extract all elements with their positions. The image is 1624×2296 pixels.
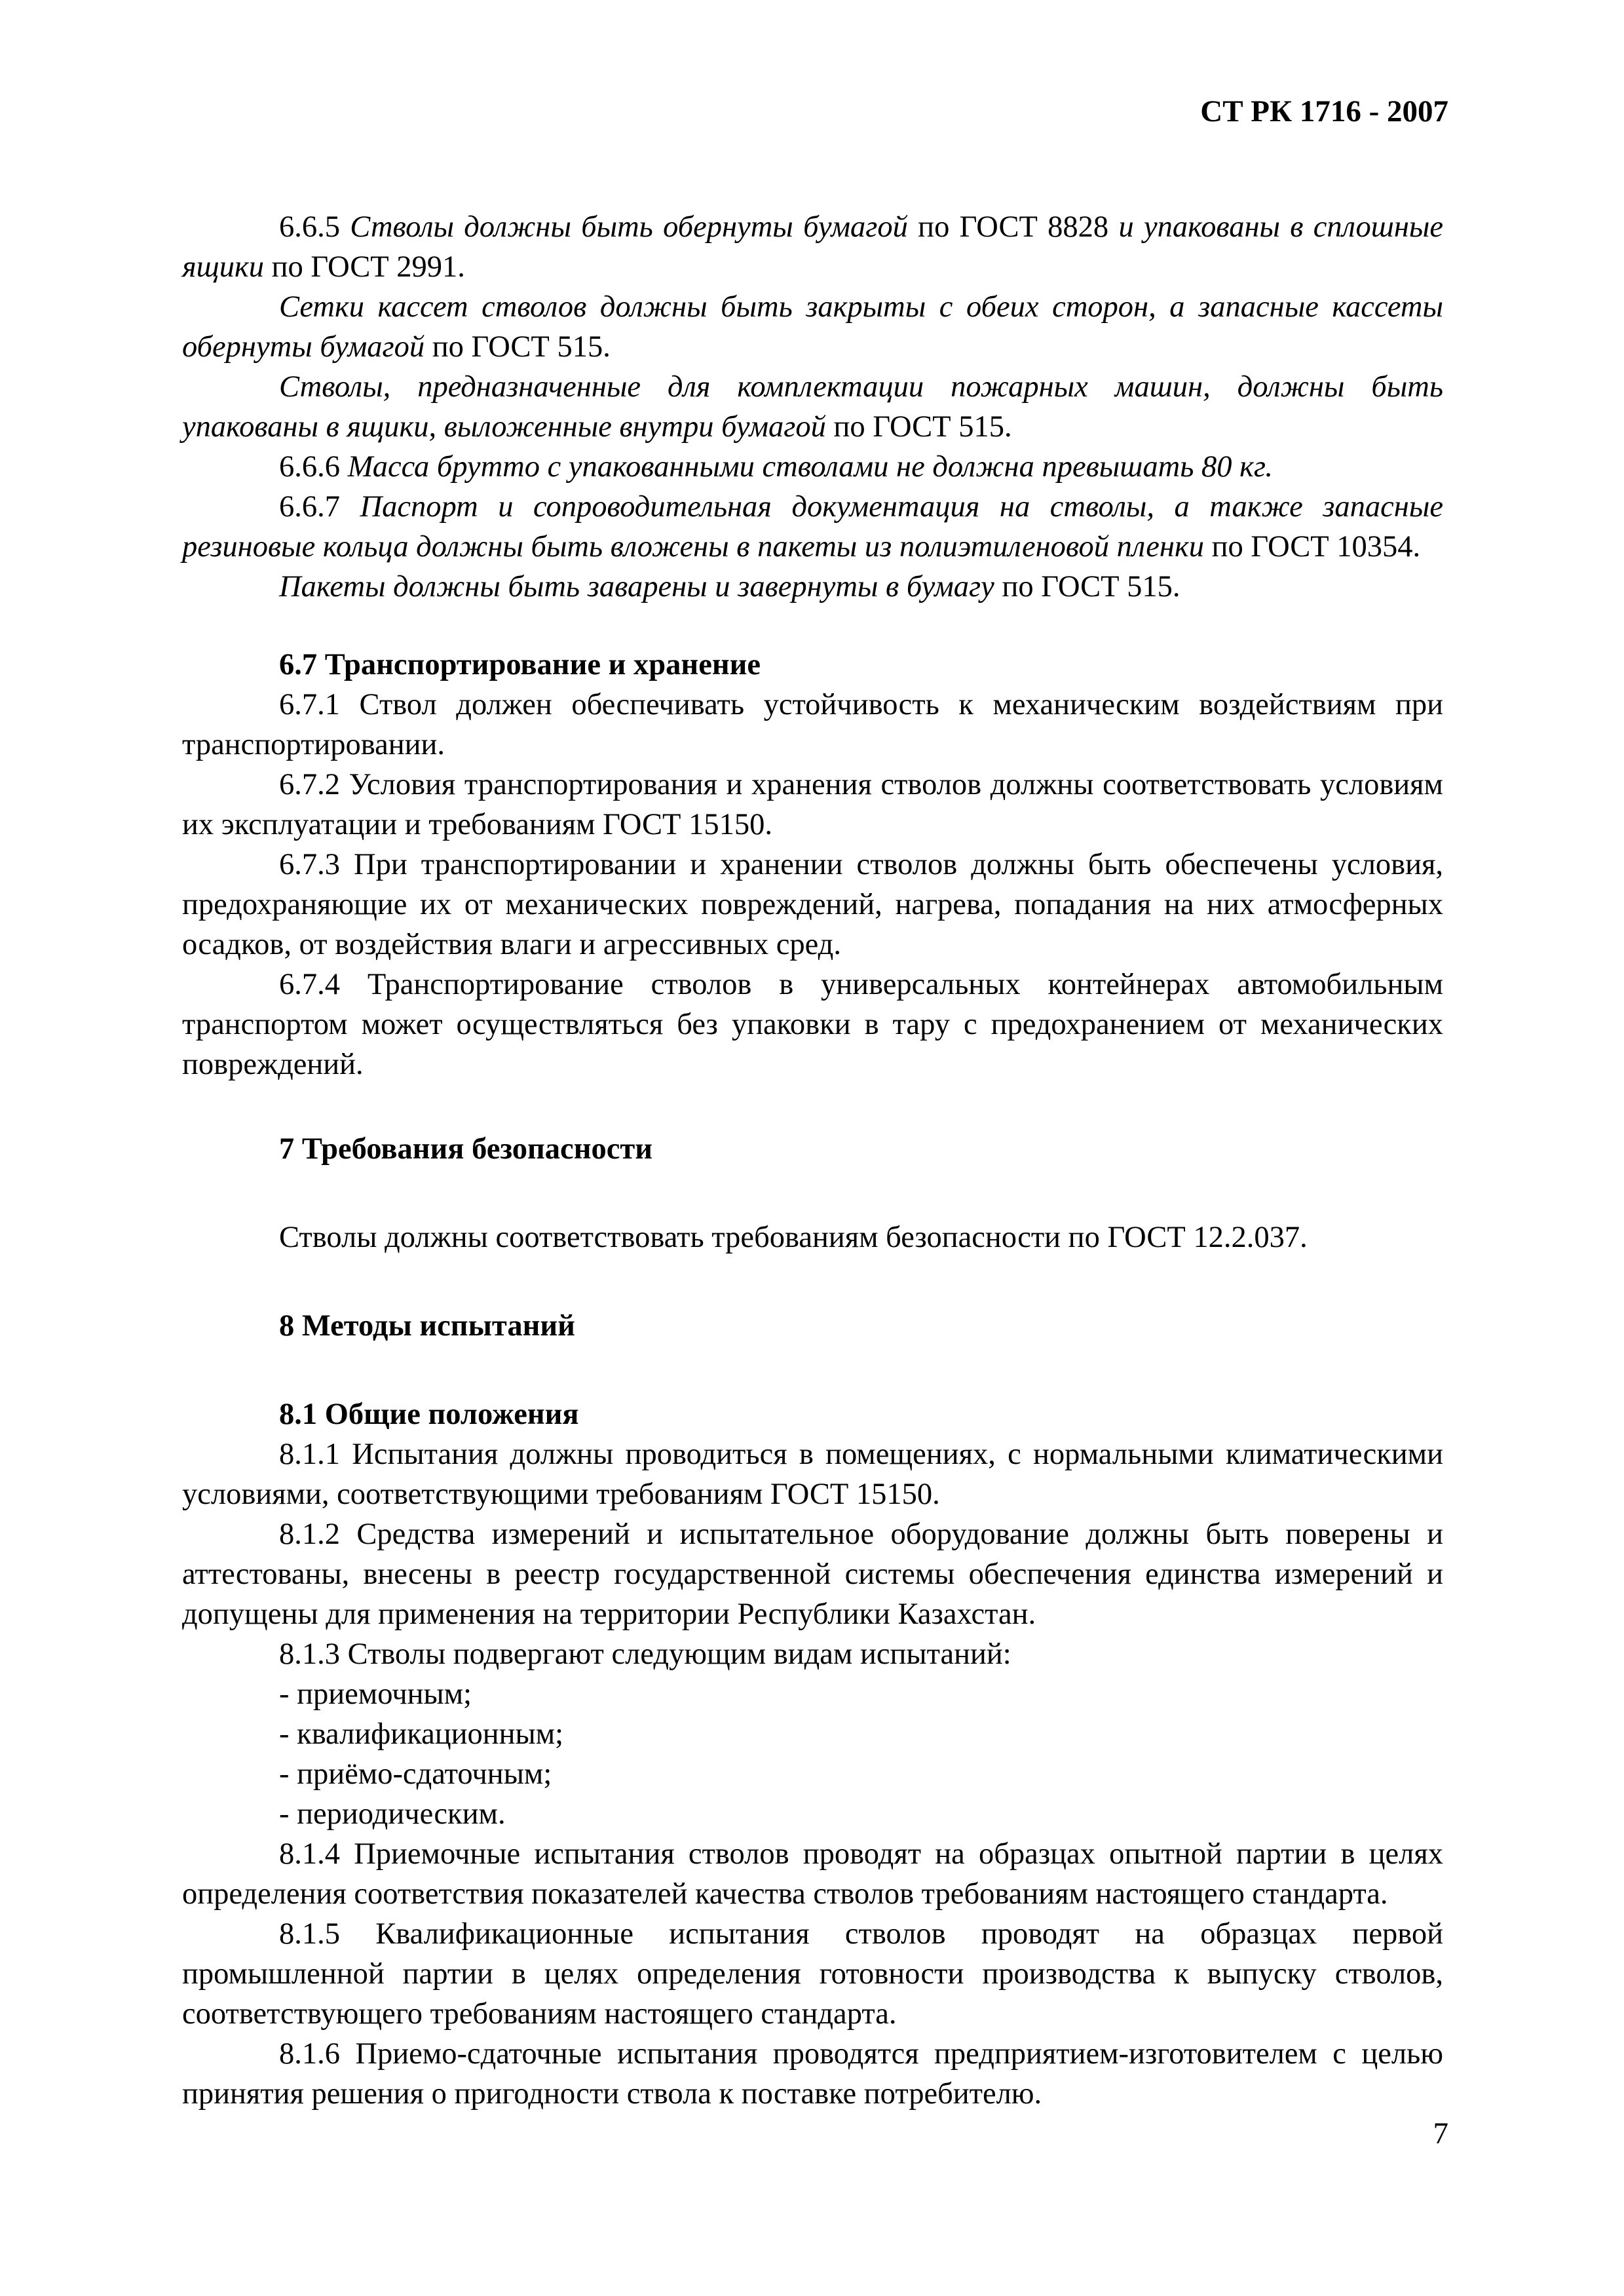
paragraph-8-1-4: 8.1.4 Приемочные испытания стволов проводят на образцах опытной партии в целях определения соответствия показателей качества стволов требованиям настоящего стандарта.	[182, 1837, 1443, 1911]
italic-text: Паспорт и сопроводительная документация на стволы, а также запасные резиновые кольца должны быть вложены в пакеты из полиэтиленовой пленки	[182, 490, 1443, 564]
paragraph-6-7-2: 6.7.2 Условия транспортирования и хранения стволов должны соответствовать условиям их эксплуатации и требованиям ГОСТ 15150.	[182, 768, 1443, 841]
paragraph-7-safety: Стволы должны соответствовать требованиям безопасности по ГОСТ 12.2.037.	[279, 1221, 1308, 1254]
page-content	[182, 207, 1443, 2114]
italic-text: Сетки кассет стволов должны быть закрыты с обеих сторон, а запасные кассеты обернуты бумагой	[182, 290, 1443, 364]
list-item: - приемочным;	[279, 1677, 472, 1711]
section-heading-8: 8 Методы испытаний	[279, 1309, 575, 1343]
list-item: - периодическим.	[279, 1797, 506, 1831]
paragraph-8-1-1: 8.1.1 Испытания должны проводиться в помещениях, с нормальными климатическими условиями, соответствующими требованиям ГОСТ 15150.	[182, 1438, 1443, 1511]
clause-number: 6.6.5	[279, 210, 350, 244]
paragraph-6-6-7-packages	[182, 567, 1443, 607]
clause-number: 6.6.6	[279, 450, 348, 484]
paragraph-6-7-1: 6.7.1 Ствол должен обеспечивать устойчивость к механическим воздействиям при транспортировании.	[182, 688, 1443, 761]
plain-text: по ГОСТ 515.	[425, 330, 611, 364]
italic-text: Стволы должны быть обернуты бумагой	[350, 210, 908, 244]
plain-text: по ГОСТ 515.	[825, 410, 1012, 444]
paragraph-8-1-6: 8.1.6 Приемо-сдаточные испытания проводятся предприятием-изготовителем с целью принятия решения о пригодности ствола к поставке потребителю.	[182, 2037, 1443, 2111]
italic-text: Масса брутто с упакованными стволами не должна превышать 80 кг.	[347, 450, 1274, 484]
section-heading-6-7: 6.7 Транспортирование и хранение	[279, 648, 761, 681]
paragraph-6-7-3: 6.7.3 При транспортировании и хранении стволов должны быть обеспечены условия, предохраняющие их от механических повреждений, нагрева, попадания на них атмосферных осадков, от воздействия влаги и агрессивных сред.	[182, 848, 1443, 961]
italic-text: Стволы, предназначенные для комплектации пожарных машин, должны быть упакованы в ящики, выложенные внутри бумагой	[182, 370, 1443, 444]
italic-text: Пакеты должны быть заварены и завернуты в бумагу	[279, 570, 994, 603]
plain-text: по ГОСТ 2991.	[263, 250, 465, 284]
paragraph-6-7-4: 6.7.4 Транспортирование стволов в универсальных контейнерах автомобильным транспортом может осуществляться без упаковки в тару с предохранением от механических повреждений.	[182, 968, 1443, 1081]
plain-text: по ГОСТ 10354.	[1204, 530, 1421, 564]
section-heading-8-1: 8.1 Общие положения	[279, 1398, 579, 1431]
list-item: - квалификационным;	[279, 1717, 564, 1751]
paragraph-8-1-3: 8.1.3 Стволы подвергают следующим видам испытаний:	[279, 1637, 1011, 1671]
list-item: - приёмо-сдаточным;	[279, 1757, 552, 1791]
paragraph-8-1-5: 8.1.5 Квалификационные испытания стволов проводят на образцах первой промышленной партии в целях определения готовности производства к выпуску стволов, соответствующего требованиям настоящего стандарта.	[182, 1917, 1443, 2031]
document-code-header: СТ РК 1716 - 2007	[1200, 94, 1448, 128]
paragraph-6-6-6	[182, 447, 1443, 487]
plain-text: по ГОСТ 8828	[907, 210, 1119, 244]
page-number: 7	[1433, 2116, 1448, 2151]
paragraph-8-1-2: 8.1.2 Средства измерений и испытательное оборудование должны быть поверены и аттестованы, внесены в реестр государственной системы обеспечения единства измерений и допущены для применения на территории Республики Казахстан.	[182, 1518, 1443, 1631]
paragraph-6-6-5-cassettes	[182, 287, 1443, 367]
italic-text: и упакованы в сплошные ящики	[182, 210, 1444, 284]
clause-number: 6.6.7	[279, 490, 360, 524]
paragraph-6-6-5-fire-trucks	[182, 367, 1443, 447]
section-heading-7: 7 Требования безопасности	[279, 1132, 653, 1166]
plain-text: по ГОСТ 515.	[994, 570, 1180, 603]
paragraph-6-6-7	[182, 487, 1443, 567]
paragraph-6-6-5	[182, 207, 1443, 287]
